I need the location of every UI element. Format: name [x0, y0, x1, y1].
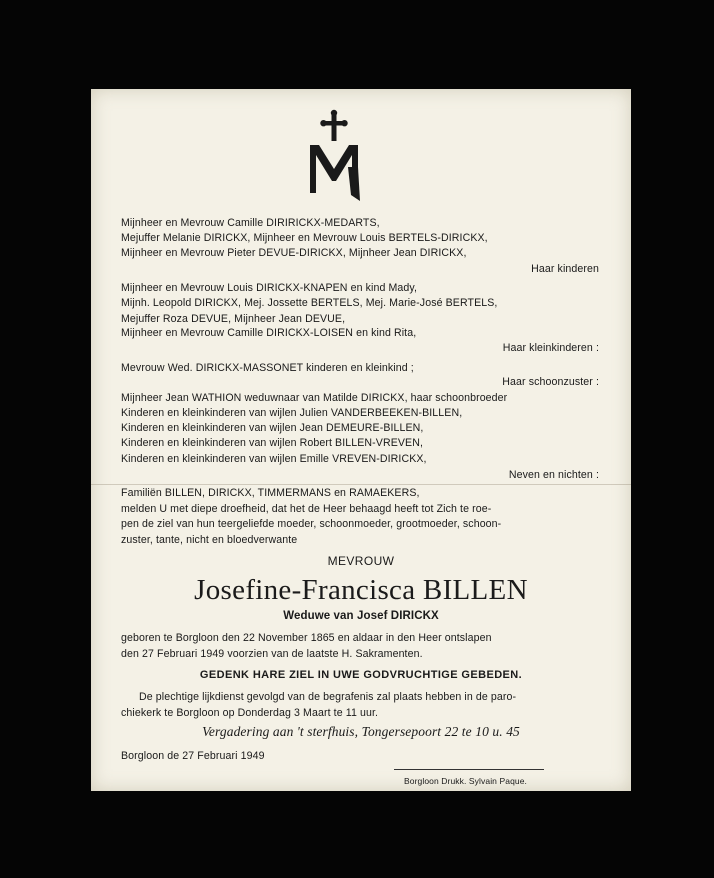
text-line: Haar kinderen: [531, 263, 599, 275]
text-line: Mijnheer en Mevrouw Louis DIRICKX-KNAPEN en kind Mady,: [121, 282, 418, 294]
text-line: geboren te Borgloon den 22 November 1865 en aldaar in den Heer ontslapen: [121, 632, 492, 644]
text-line: Kinderen en kleinkinderen van wijlen Jean DEMEURE-BILLEN,: [121, 422, 424, 434]
text-line: Mijnh. Leopold DIRICKX, Mej. Jossette BERTELS, Mej. Marie-José BERTELS,: [121, 297, 498, 309]
obituary-card: [91, 89, 631, 791]
prayer-request: GEDENK HARE ZIEL IN UWE GODVRUCHTIGE GEBEDEN.: [199, 669, 523, 681]
text-line: Neven en nichten :: [508, 469, 599, 481]
divider: [394, 769, 544, 770]
text-line: Mijnheer en Mevrouw Camille DIRIRICKX-MEDARTS,: [121, 217, 380, 229]
text-line: Kinderen en kleinkinderen van wijlen Julien VANDERBEEKEN-BILLEN,: [121, 407, 463, 419]
widow-of: Weduwe van Josef DIRICKX: [283, 610, 439, 622]
honorific: MEVROUW: [327, 554, 395, 568]
text-line: melden U met diepe droefheid, dat het de Heer behaagd heeft tot Zich te roe-: [121, 503, 492, 515]
text-line: den 27 Februari 1949 voorzien van de laatste H. Sakramenten.: [121, 648, 423, 660]
text-line: Mevrouw Wed. DIRICKX-MASSONET kinderen en kleinkind ;: [121, 362, 414, 374]
deceased-name: Josefine-Francisca BILLEN: [194, 574, 528, 606]
text-line: Haar schoonzuster :: [502, 376, 599, 388]
place-date: Borgloon de 27 Februari 1949: [121, 750, 265, 762]
text-line: Kinderen en kleinkinderen van wijlen Emille VREVEN-DIRICKX,: [121, 453, 427, 465]
text-line: chiekerk te Borgloon op Donderdag 3 Maart te 11 uur.: [121, 707, 379, 719]
text-line: Mijnheer en Mevrouw Pieter DEVUE-DIRICKX, Mijnheer Jean DIRICKX,: [121, 247, 467, 259]
text-line: De plechtige lijkdienst gevolgd van de begrafenis zal plaats hebben in de paro-: [139, 691, 517, 703]
text-line: Mijnheer en Mevrouw Camille DIRICKX-LOISEN en kind Rita,: [121, 327, 417, 339]
text-line: zuster, tante, nicht en bloedverwante: [121, 534, 298, 546]
paper-fold: [91, 484, 631, 485]
text-line: Mejuffer Melanie DIRICKX, Mijnheer en Mevrouw Louis BERTELS-DIRICKX,: [121, 232, 488, 244]
gathering-info: Vergadering aan 't sterfhuis, Tongersepoort 22 te 10 u. 45: [202, 724, 520, 739]
text-line: Haar kleinkinderen :: [502, 342, 599, 354]
text-line: Familiën BILLEN, DIRICKX, TIMMERMANS en RAMAEKERS,: [121, 487, 420, 499]
text-line: pen de ziel van hun teergeliefde moeder, schoonmoeder, grootmoeder, schoon-: [121, 518, 502, 530]
text-line: Kinderen en kleinkinderen van wijlen Robert BILLEN-VREVEN,: [121, 437, 423, 449]
text-line: Mejuffer Roza DEVUE, Mijnheer Jean DEVUE,: [121, 313, 346, 325]
cross-m-monogram-icon: [304, 109, 364, 205]
text-line: Mijnheer Jean WATHION weduwnaar van Matilde DIRICKX, haar schoonbroeder: [121, 392, 508, 404]
printer-credit: Borgloon Drukk. Sylvain Paque.: [404, 776, 528, 786]
